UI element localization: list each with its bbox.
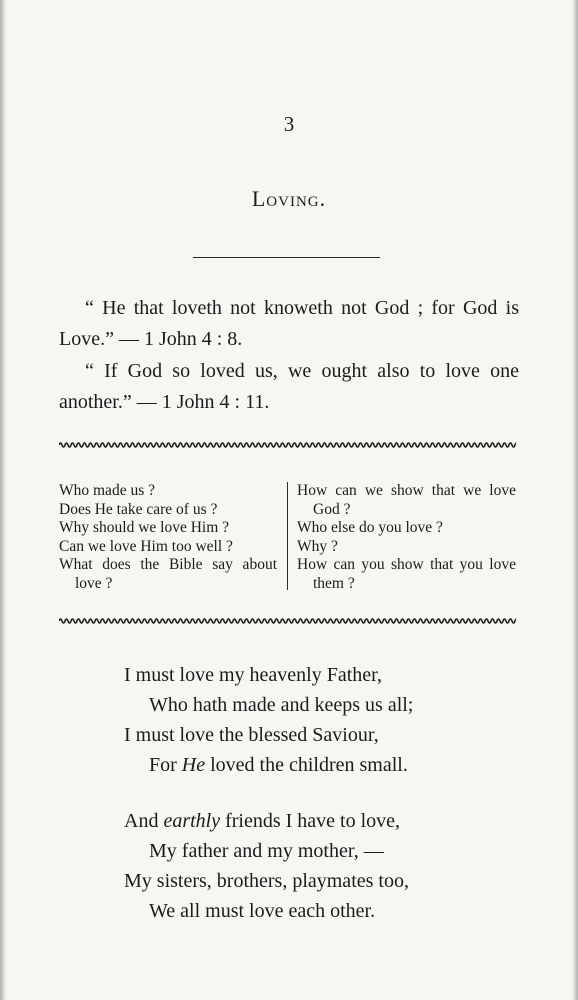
question: Can we love Him too well ? xyxy=(59,537,233,555)
questions-left-column xyxy=(59,482,277,593)
poem-line: My sisters, brothers, playmates too, xyxy=(124,870,409,892)
questions-right-column xyxy=(297,482,516,593)
scripture-verses xyxy=(59,293,519,419)
verse-1: “ He that loveth not knoweth not God ; for God is Love.” — 1 John 4 : 8. xyxy=(59,297,519,350)
poem-line: For He loved the children small. xyxy=(149,754,408,776)
verse-2: “ If God so loved us, we ought also to love one another.” — 1 John 4 : 11. xyxy=(59,360,519,413)
question: How can you show that you love them ? xyxy=(297,556,516,592)
column-divider xyxy=(287,482,288,590)
question: Who made us ? xyxy=(59,482,155,499)
wavy-rule-top xyxy=(59,440,516,450)
poem-line: I must love my heavenly Father, xyxy=(124,664,383,686)
chapter-title: Loving. xyxy=(251,186,327,211)
poem-line: I must love the blessed Saviour, xyxy=(124,724,379,746)
question: Does He take care of us ? xyxy=(59,500,218,518)
title-rule xyxy=(193,257,380,258)
question: What does the Bible say about love ? xyxy=(59,556,277,592)
page-edge-left xyxy=(0,0,6,1000)
question: Why should we love Him ? xyxy=(59,519,230,536)
poem-line: We all must love each other. xyxy=(149,900,376,922)
questions-section xyxy=(59,482,516,594)
question: How can we show that we love God ? xyxy=(297,482,516,518)
poem-line: Who hath made and keeps us all; xyxy=(149,694,414,716)
question: Who else do you love ? xyxy=(297,519,443,536)
page-edge-right xyxy=(572,0,578,1000)
question: Why ? xyxy=(297,537,338,555)
wavy-rule-bottom xyxy=(59,616,516,626)
page-number: 3 xyxy=(283,112,295,136)
poem-line: And earthly friends I have to love, xyxy=(124,810,401,832)
poem-line: My father and my mother, — xyxy=(149,840,384,862)
